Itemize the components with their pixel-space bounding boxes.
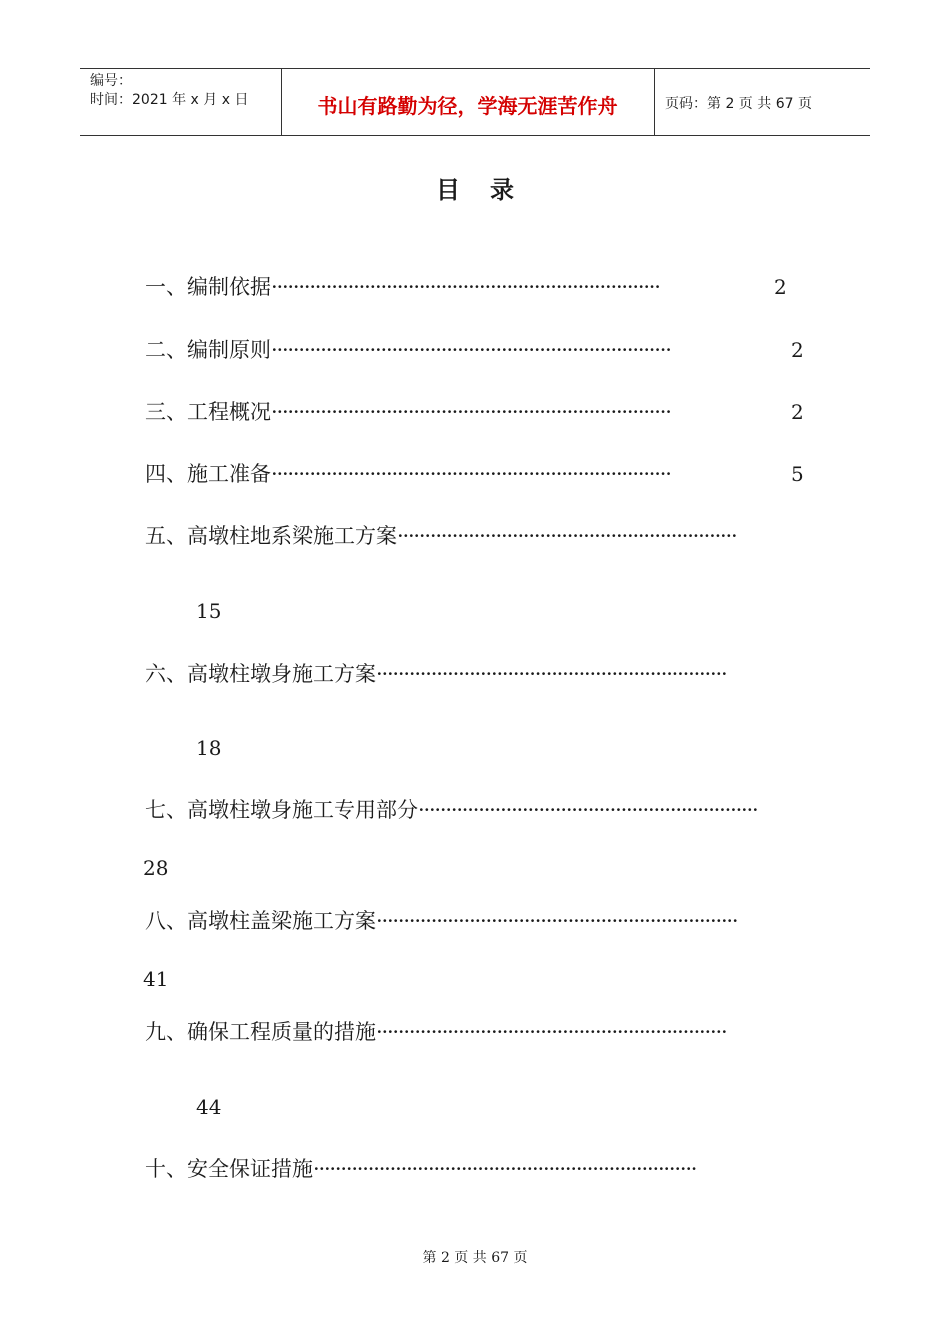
toc-entry-8[interactable]: [145, 908, 737, 934]
toc-leader: ································································: [376, 662, 727, 686]
toc-page-3: 2: [791, 400, 804, 424]
toc-entry-6[interactable]: [145, 661, 726, 687]
toc-leader: ·······································································: [271, 275, 660, 299]
toc-leader: ·········································································: [271, 338, 671, 362]
toc-leader: ··································································: [376, 909, 738, 933]
toc-label: 十、安全保证措施: [145, 1157, 313, 1181]
toc-label: 八、高墩柱盖梁施工方案: [145, 909, 376, 933]
toc-entry-7[interactable]: [145, 797, 757, 823]
toc-label: 六、高墩柱墩身施工方案: [145, 662, 376, 686]
toc-page-2: 2: [791, 338, 804, 362]
toc-page-4: 5: [791, 462, 804, 486]
page-title: 目录: [436, 176, 544, 204]
header-divider-right: [654, 68, 655, 136]
doc-time-label: 时间：2021 年 x 月 x 日: [90, 92, 249, 108]
toc-entry-1[interactable]: [145, 274, 660, 300]
toc-leader: ································································: [376, 1020, 727, 1044]
toc-leader: ·········································································: [271, 400, 671, 424]
toc-leader: ······························································: [397, 524, 737, 548]
toc-leader: ······································································: [313, 1157, 697, 1181]
toc-page-9: 44: [196, 1095, 222, 1119]
toc-label: 一、编制依据: [145, 275, 271, 299]
header-meta: [90, 72, 248, 110]
toc-label: 五、高墩柱地系梁施工方案: [145, 524, 397, 548]
toc-page-8: 41: [143, 967, 169, 991]
toc-label: 三、工程概况: [145, 400, 271, 424]
toc-entry-3[interactable]: [145, 399, 671, 425]
header-bottom-rule: [80, 135, 870, 136]
header-motto: 书山有路勤为径，学海无涯苦作舟: [317, 94, 618, 118]
toc-entry-2[interactable]: [145, 337, 671, 363]
toc-label: 九、确保工程质量的措施: [145, 1020, 376, 1044]
toc-entry-10[interactable]: [145, 1156, 696, 1182]
toc-page-7: 28: [143, 856, 169, 880]
toc-leader: ·········································································: [271, 462, 671, 486]
toc-entry-5[interactable]: [145, 523, 736, 549]
toc-page-6: 18: [196, 736, 222, 760]
header-top-rule: [80, 68, 870, 69]
header-page-info: 页码：第 2 页 共 67 页: [665, 96, 812, 112]
toc-leader: ······························································: [418, 798, 758, 822]
toc-entry-4[interactable]: [145, 461, 671, 487]
toc-label: 二、编制原则: [145, 338, 271, 362]
toc-label: 四、施工准备: [145, 462, 271, 486]
toc-entry-9[interactable]: [145, 1019, 726, 1045]
toc-page-1: 2: [774, 275, 787, 299]
toc-label: 七、高墩柱墩身施工专用部分: [145, 798, 418, 822]
page-footer: 第 2 页 共 67 页: [422, 1250, 528, 1266]
doc-number-label: 编号：: [90, 73, 132, 89]
toc-page-5: 15: [196, 599, 222, 623]
